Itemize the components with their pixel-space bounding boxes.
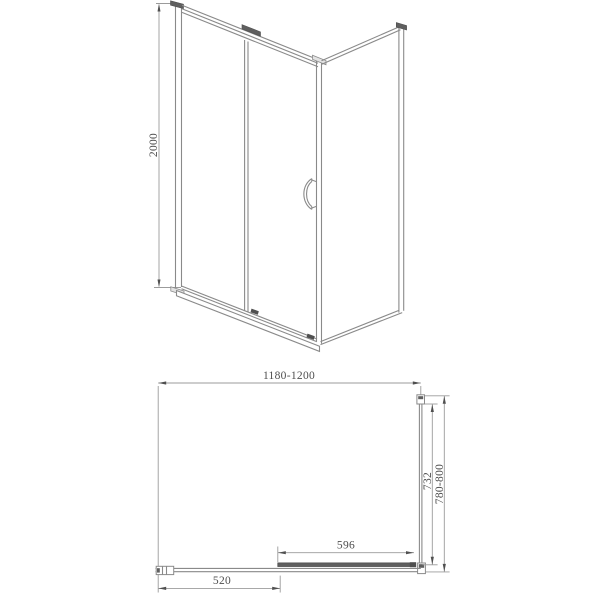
dim-arrow-down	[443, 564, 446, 572]
door-panel-plan	[278, 562, 416, 567]
track-plan	[156, 566, 421, 574]
dim-label-fixed: 520	[212, 575, 232, 587]
dim-label-side-glass: 732	[422, 471, 434, 491]
side-panel-top-cap	[396, 23, 406, 30]
door-seal-block	[410, 562, 416, 567]
left-stile-top-cap	[171, 1, 184, 9]
dim-arrow-left	[158, 381, 166, 384]
dim-arrow-left	[158, 587, 166, 590]
elevation-view	[148, 1, 407, 352]
side-panel-top-edge	[322, 26, 401, 61]
dim-arrow-down	[158, 280, 161, 288]
handle-mount	[312, 180, 316, 182]
handle-inner-curve	[307, 181, 312, 206]
door-handle	[304, 179, 316, 210]
dim-arrow-right	[413, 381, 421, 384]
sliding-door-panel	[278, 563, 415, 567]
bottom-rail-line	[182, 289, 318, 342]
dim-label-width: 1180-1200	[262, 370, 316, 382]
dim-arrow-left	[278, 551, 286, 554]
dim-arrow-up	[443, 396, 446, 404]
wall-profile-insert	[418, 396, 423, 399]
front-frame	[171, 1, 327, 352]
dim-arrow-down	[431, 557, 434, 565]
handle-mount	[312, 206, 316, 208]
wall-bracket-screw	[157, 568, 160, 572]
side-panel-bottom-edge	[321, 310, 399, 341]
dim-overall-width	[158, 370, 421, 593]
plan-view	[156, 370, 450, 593]
dim-label-height: 2000	[148, 132, 160, 158]
top-rail-line	[182, 5, 318, 59]
side-panel-top-edge	[322, 30, 401, 65]
top-rail-line	[182, 9, 318, 63]
side-panel-bottom-edge	[321, 313, 403, 345]
dim-arrow-right	[272, 587, 280, 590]
dim-arrow-up	[431, 404, 434, 412]
dim-label-depth: 780-800	[434, 463, 447, 505]
wall-profile	[417, 395, 425, 404]
dim-door-width	[278, 540, 414, 563]
dim-label-door: 596	[336, 539, 356, 552]
top-rail-line	[182, 12, 318, 66]
dim-arrow-up	[158, 4, 161, 12]
dim-arrow-right	[406, 551, 414, 554]
bottom-rail-line	[182, 286, 318, 339]
side-panel	[321, 23, 407, 345]
dim-fixed-width	[158, 575, 280, 593]
